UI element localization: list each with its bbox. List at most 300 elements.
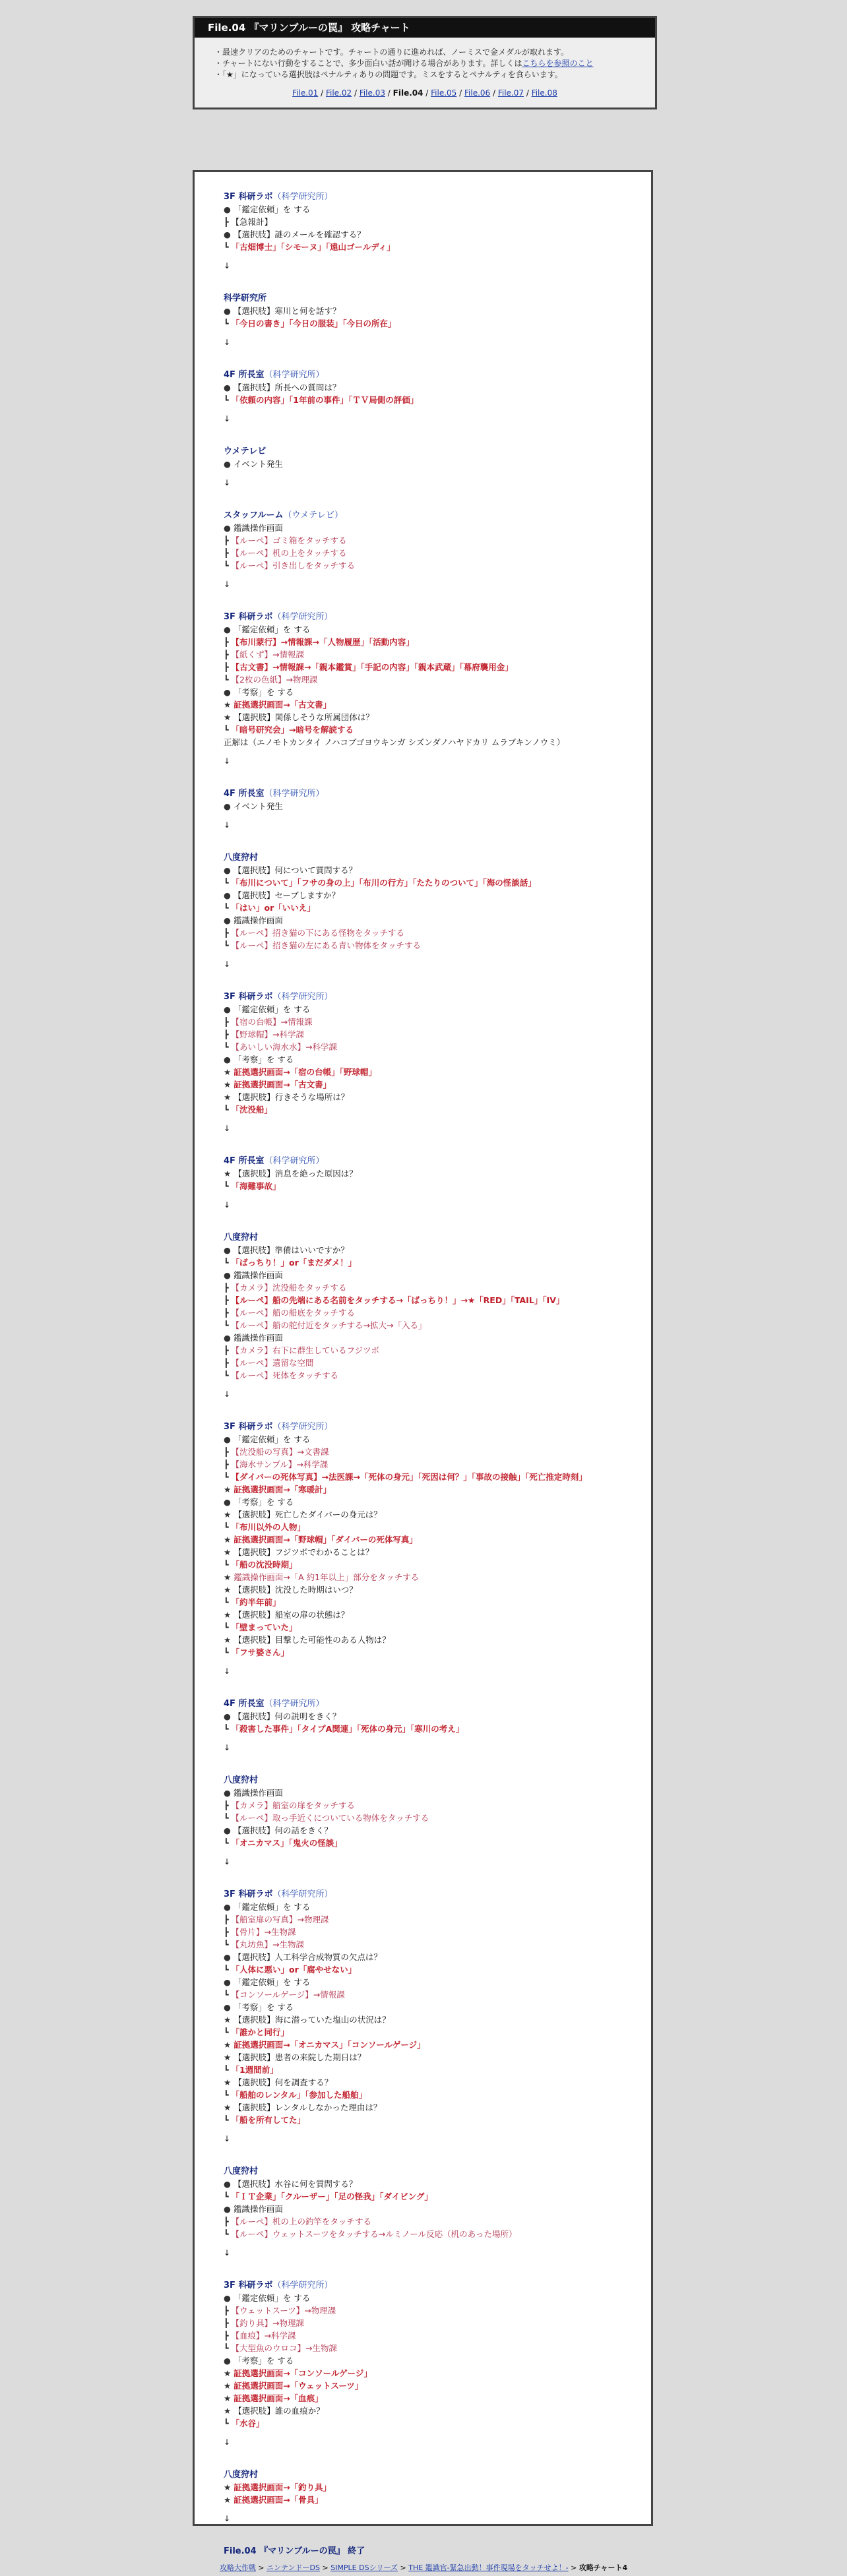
step-marker: ┣ (224, 1915, 232, 1924)
step-marker: ┣ (224, 1800, 232, 1810)
chart-section (224, 191, 625, 253)
step-marker: ┣ (224, 2318, 232, 2328)
step-text: 正解は（エノモトカンタイ ノハコブゴヨウキンガ シズンダノハヤドカリ ムラブキンノウミ） (224, 737, 565, 747)
step-marker: ┗ (224, 1965, 232, 1975)
chart-step (224, 2405, 625, 2417)
breadcrumb-link-home[interactable]: 攻略大作戦 (219, 2563, 256, 2572)
step-text: 【選択肢】レンタルしなかった理由は？ (234, 2102, 382, 2112)
location-heading (224, 2279, 625, 2292)
chart-step (224, 2190, 625, 2203)
chart-step (224, 2304, 625, 2317)
chart-step (224, 1533, 625, 1546)
step-marker: ● (224, 1333, 234, 1343)
step-marker: ● (224, 1825, 234, 1835)
location-sub: （科学研究所） (264, 1699, 325, 1709)
breadcrumb-link-game[interactable]: THE 鑑識官-緊急出動！事件現場をタッチせよ！- (408, 2563, 569, 2572)
chart-step (224, 1787, 625, 1799)
chart-step (224, 1824, 625, 1837)
chart-step (224, 1016, 625, 1028)
step-text: 証拠選択画面→「ウェットスーツ」 (234, 2381, 363, 2391)
step-marker: ● (224, 459, 234, 469)
step-text: 「今日の書き」「今日の服装」「今日の所在」 (231, 319, 396, 328)
location-heading (224, 851, 625, 864)
step-marker: ┗ (224, 2090, 232, 2100)
chart-step (224, 648, 625, 661)
chart-section (224, 1231, 625, 1382)
step-marker: ┗ (224, 1647, 232, 1657)
down-arrow-icon: ↓ (224, 478, 231, 487)
step-marker: ★ (224, 712, 234, 722)
step-marker: ┗ (224, 2343, 232, 2353)
step-text: 「人体に悪い」or「腐やせない」 (231, 1965, 357, 1975)
chart-content-box (193, 170, 653, 2556)
file-link-08[interactable]: File.08 (531, 88, 557, 98)
step-text: 【選択肢】目撃した可能性のある人物は？ (234, 1635, 391, 1645)
step-text: 鑑識操作画面 (233, 2204, 283, 2214)
chart-step (224, 2064, 625, 2076)
step-text: 「ＩＴ企業」「クルーザー」「足の怪我」「ダイビング」 (231, 2192, 433, 2201)
step-text: 「壁まっていた」 (231, 1622, 298, 1632)
step-text: 【古文書】→情報課→「親本鑑賞」「手記の内容」「親本武蔵」「幕府襲用金」 (231, 662, 513, 672)
step-marker: ┗ (224, 1560, 232, 1570)
details-link[interactable]: こちらを参照のこと (522, 59, 594, 68)
step-text: 【丸坊魚】→生物課 (231, 1940, 304, 1949)
chart-section (224, 611, 625, 749)
step-text: 「暗号研究会」→暗号を解読する (231, 725, 354, 735)
chart-step (224, 1571, 625, 1583)
chart-step (224, 2228, 625, 2240)
chart-step (224, 1837, 625, 1849)
location-name: 八度狩村 (224, 1233, 259, 1242)
chart-step (224, 1369, 625, 1382)
location-name: 3F 科研ラボ (224, 2281, 273, 2290)
step-text: 「鑑定依頼」を する (233, 204, 311, 214)
step-text: 「鑑定依頼」を する (233, 2293, 311, 2303)
location-name: 4F 所長室 (224, 370, 265, 380)
step-marker: ★ (224, 2381, 234, 2391)
step-text: 【選択肢】何を調査する？ (234, 2077, 333, 2087)
step-text: 証拠選択画面→「古文書」 (234, 1080, 332, 1089)
location-name: 4F 所長室 (224, 789, 265, 799)
location-heading (224, 292, 625, 305)
step-marker: ┗ (224, 1940, 232, 1949)
step-marker: ┗ (224, 1258, 232, 1268)
step-text: 【カメラ】沈没船をタッチする (231, 1283, 347, 1293)
down-arrow-icon: ↓ (224, 1200, 231, 1210)
location-sub: （科学研究所） (272, 192, 333, 202)
note-item: ・ チャートにない行動をすることで、多少面白い話が聞ける場合があります。詳しくはこちらを参照のこと (214, 58, 635, 69)
chart-step (224, 1244, 625, 1256)
step-text: 【ルーペ】船の船底をタッチする (231, 1308, 356, 1318)
step-marker: ● (224, 1711, 234, 1721)
step-text: 鑑識操作画面 (233, 1788, 283, 1798)
step-marker: ★ (224, 1510, 234, 1519)
step-marker: ★ (224, 2393, 234, 2403)
step-marker: ● (224, 1004, 234, 1014)
step-marker: ┗ (224, 2192, 232, 2201)
location-heading (224, 1698, 625, 1710)
step-marker: ┗ (224, 395, 232, 405)
step-marker: ┗ (224, 878, 232, 888)
down-arrow-icon: ↓ (224, 1390, 231, 1399)
location-sub: （科学研究所） (264, 370, 325, 380)
step-text: 【カメラ】右下に群生しているフジツボ (231, 1345, 380, 1355)
step-text: 「鑑定依頼」を する (233, 1977, 311, 1987)
down-arrow-icon: ↓ (224, 580, 231, 589)
step-text: 【野球帽】→科学課 (231, 1029, 304, 1039)
chart-step (224, 1269, 625, 1281)
step-marker: ┣ (224, 1459, 232, 1469)
chart-step (224, 2494, 625, 2506)
step-text: 【選択肢】何の話をきく？ (233, 1825, 332, 1835)
step-marker: ┗ (224, 1724, 232, 1734)
step-text: 【2枚の色紙】→物理課 (231, 675, 318, 685)
step-text: 【選択肢】何について質問する？ (233, 865, 358, 875)
chart-step (224, 1028, 625, 1041)
location-name: 八度狩村 (224, 1775, 259, 1785)
step-marker: ● (224, 1270, 234, 1280)
location-name: 4F 所長室 (224, 1699, 265, 1709)
step-marker: ┣ (224, 1927, 232, 1937)
chart-step (224, 1546, 625, 1558)
step-marker: ┣ (224, 662, 232, 672)
location-heading (224, 611, 625, 623)
step-text: 【ルーペ】取っ手近くについている物体をタッチする (231, 1813, 429, 1823)
chart-step (224, 2317, 625, 2329)
step-text: 【ルーペ】招き猫の下にある怪物をタッチする (231, 928, 405, 938)
chart-step (224, 2089, 625, 2101)
step-marker: ┗ (224, 242, 232, 252)
step-text: 「水谷」 (231, 2418, 265, 2428)
step-marker: ┣ (224, 1283, 232, 1293)
step-text: 【選択肢】謎のメールを確認する？ (233, 230, 365, 239)
step-text: 【選択肢】死亡したダイバーの身元は？ (234, 1510, 382, 1519)
step-marker: ★ (224, 700, 234, 710)
step-text: 【宿の台帳】→情報課 (231, 1017, 313, 1027)
down-arrow-icon: ↓ (224, 756, 231, 766)
step-marker: ┣ (224, 1029, 232, 1039)
chart-step (224, 1078, 625, 1091)
chart-step (224, 394, 625, 406)
step-text: 「鑑定依頼」を する (233, 1902, 311, 1912)
chart-step (224, 203, 625, 216)
step-marker: ┗ (224, 2027, 232, 2037)
step-text: 「考察」を する (233, 687, 294, 697)
location-sub: （科学研究所） (272, 2281, 333, 2290)
chart-section (224, 1888, 625, 2126)
step-text: 証拠選択画面→「血痕」 (234, 2393, 323, 2403)
chart-step (224, 2114, 625, 2126)
chart-step (224, 216, 625, 228)
chart-step (224, 1951, 625, 1963)
chart-step (224, 2026, 625, 2039)
step-marker: ★ (224, 2040, 234, 2050)
down-arrow-icon: ↓ (224, 338, 231, 347)
chart-step (224, 1963, 625, 1976)
chart-step (224, 686, 625, 698)
step-text: 【選択肢】水谷に何を質問する？ (233, 2179, 358, 2189)
step-marker: ★ (224, 2015, 234, 2025)
step-marker: ┗ (224, 1838, 232, 1848)
step-text: 【選択肢】フジツボでわかることは？ (234, 1547, 374, 1557)
step-text: 「はい」or「いいえ」 (231, 903, 315, 913)
note-item: ・ 最速クリアのためのチャートです。チャートの通りに進めれば、ノーミスで金メダルが取れます。 (214, 47, 635, 58)
chart-step (224, 1558, 625, 1571)
step-marker: ┣ (224, 2217, 232, 2226)
step-text: 「依頼の内容」「1年前の事件」「ＴＶ局側の評価」 (231, 395, 419, 405)
chart-step (224, 1609, 625, 1621)
step-marker: ┣ (224, 536, 232, 545)
chart-step (224, 241, 625, 253)
step-marker: ┗ (224, 940, 232, 950)
location-heading (224, 787, 625, 800)
location-heading (224, 1774, 625, 1787)
step-text: 【コンソールゲージ】→情報課 (231, 1990, 345, 2000)
step-text: 「古畑博士」「シモーヌ」「遠山ゴールディ」 (231, 242, 395, 252)
step-marker: ★ (224, 2052, 234, 2062)
chart-section (224, 991, 625, 1116)
step-text: 【選択肢】何の説明をきく？ (233, 1711, 341, 1721)
chart-step (224, 800, 625, 813)
step-text: 「考察」を する (233, 2356, 294, 2366)
step-marker: ★ (224, 1485, 234, 1494)
chart-step (224, 1091, 625, 1103)
step-marker: ● (224, 2002, 234, 2012)
step-text: 「船を所有してた」 (231, 2115, 306, 2125)
step-text: 【選択肢】セーブしますか？ (233, 890, 340, 900)
breadcrumb-current: 攻略チャート4 (579, 2563, 628, 2572)
step-text: 「鑑定依頼」を する (233, 1004, 311, 1014)
step-marker: ● (224, 1245, 234, 1255)
location-heading (224, 191, 625, 203)
file-link-07[interactable]: File.07 (497, 88, 524, 98)
chart-step (224, 711, 625, 723)
step-text: イベント発生 (233, 801, 283, 811)
location-name: 八度狩村 (224, 2166, 259, 2176)
chart-section (224, 369, 625, 406)
chart-step (224, 864, 625, 876)
notes-list (214, 47, 635, 80)
down-arrow-icon: ↓ (224, 2514, 231, 2523)
file-link-01[interactable]: File.01 (292, 88, 319, 98)
step-marker: ★ (224, 1535, 234, 1545)
step-text: 「オニカマス」「鬼火の怪談」 (231, 1838, 342, 1848)
chart-step (224, 2481, 625, 2494)
down-arrow-icon: ↓ (224, 2248, 231, 2257)
step-marker: ┣ (224, 650, 232, 659)
step-text: 【選択肢】寒川と何を話す？ (233, 306, 341, 316)
location-heading (224, 2469, 625, 2481)
step-marker: ┗ (224, 2065, 232, 2075)
step-text: 「鑑定依頼」を する (233, 1434, 311, 1444)
page-title: File.04 『マリンブルーの罠』 攻略チャート (195, 18, 655, 38)
step-text: 【紙くず】→情報課 (231, 650, 304, 659)
chart-step (224, 1471, 625, 1483)
breadcrumb-separator: > (398, 2563, 409, 2572)
step-text: 証拠選択画面→「オニカマス」「コンソールゲージ」 (234, 2040, 425, 2050)
chart-step (224, 1344, 625, 1357)
step-marker: ★ (224, 1610, 234, 1620)
chart-step (224, 228, 625, 241)
file-link-05[interactable]: File.05 (431, 88, 457, 98)
step-marker: ┗ (224, 2418, 232, 2428)
step-marker: ┣ (224, 1447, 232, 1457)
chart-step (224, 673, 625, 686)
step-marker: ● (224, 523, 234, 533)
chart-step (224, 1976, 625, 1988)
chart-step (224, 2001, 625, 2013)
step-text: 「考察」を する (233, 1055, 294, 1064)
down-arrow-icon: ↓ (224, 1124, 231, 1133)
step-text: 【選択肢】関係しそうな所属団体は？ (234, 712, 374, 722)
step-text: 【ルーペ】引き出しをタッチする (231, 561, 356, 570)
chart-section (224, 292, 625, 330)
step-text: 【骨片】→生物課 (231, 1927, 296, 1937)
step-marker: ┣ (224, 2331, 232, 2341)
step-text: 証拠選択画面→「寒暖計」 (234, 1485, 332, 1494)
step-text: 証拠選択画面→「釣り具」 (234, 2482, 332, 2492)
chart-header-box (193, 16, 657, 109)
chart-step (224, 2329, 625, 2342)
step-marker: ┗ (224, 2115, 232, 2125)
location-name: 3F 科研ラボ (224, 192, 273, 202)
step-marker: ★ (224, 2368, 234, 2378)
step-marker: ┗ (224, 1622, 232, 1632)
chart-step (224, 1901, 625, 1913)
chart-section (224, 2279, 625, 2430)
step-marker: ┗ (224, 1522, 232, 1532)
step-text: 【ルーペ】ゴミ箱をタッチする (231, 536, 347, 545)
step-text: 証拠選択画面→「宿の台帳」「野球帽」 (234, 1067, 377, 1077)
chart-step (224, 1167, 625, 1180)
chart-step (224, 1710, 625, 1723)
chart-step (224, 1458, 625, 1471)
location-heading (224, 1888, 625, 1901)
walkthrough-chart (195, 172, 651, 2558)
step-text: 「船舶のレンタル」「参加した船舶」 (231, 2090, 367, 2100)
step-marker: ★ (224, 1169, 234, 1179)
chart-section (224, 509, 625, 572)
chart-step (224, 547, 625, 559)
file-link-06[interactable]: File.06 (464, 88, 491, 98)
down-arrow-icon: ↓ (224, 414, 231, 423)
chart-step (224, 1723, 625, 1735)
location-sub: （ウメテレビ） (283, 510, 343, 520)
step-marker: ● (224, 230, 234, 239)
chart-step (224, 458, 625, 470)
step-marker: ★ (224, 1092, 234, 1102)
chart-section (224, 2165, 625, 2240)
down-arrow-icon: ↓ (224, 820, 231, 830)
location-sub: （科学研究所） (272, 1889, 333, 1899)
chart-step (224, 927, 625, 939)
location-heading (224, 1155, 625, 1167)
step-text: 「フサ婆さん」 (231, 1647, 290, 1657)
step-marker: ● (224, 1952, 234, 1962)
chart-step (224, 1256, 625, 1269)
chart-step (224, 1319, 625, 1332)
step-text: 鑑識操作画面→「A 約1年以上」部分をタッチする (234, 1572, 420, 1582)
step-marker: ● (224, 1497, 234, 1507)
step-text: 【選択肢】患者の来院した期日は？ (234, 2052, 366, 2062)
chart-step (224, 1103, 625, 1116)
step-marker: ┗ (224, 725, 232, 735)
step-marker: ● (224, 915, 234, 925)
step-marker: ● (224, 2293, 234, 2303)
step-text: 鑑識操作画面 (233, 1333, 283, 1343)
step-text: 「殺害した事件」「タイプA関連」「死体の身元」「寒川の考え」 (231, 1724, 464, 1734)
chart-step (224, 2076, 625, 2089)
step-marker: ● (224, 1902, 234, 1912)
step-marker: ┗ (224, 1813, 232, 1823)
chart-section (224, 2469, 625, 2506)
step-marker: ┣ (224, 637, 232, 647)
step-text: 【ルーペ】遺留な空間 (231, 1358, 314, 1368)
step-text: 「鑑定依頼」を する (233, 625, 311, 634)
location-name: 3F 科研ラボ (224, 1422, 273, 1432)
location-name: 3F 科研ラボ (224, 992, 273, 1002)
step-text: 鑑識操作画面 (233, 523, 283, 533)
down-arrow-icon: ↓ (224, 960, 231, 969)
chart-step (224, 914, 625, 927)
location-heading (224, 2165, 625, 2178)
step-text: 証拠選択画面→「野球帽」「ダイバーの死体写真」 (234, 1535, 418, 1545)
step-text: 【ルーペ】死体をタッチする (231, 1370, 339, 1380)
location-sub: （科学研究所） (272, 992, 333, 1002)
step-text: 「ばっちり！」or「まだダメ！」 (231, 1258, 357, 1268)
chart-step (224, 1596, 625, 1609)
step-marker: ┗ (224, 1370, 232, 1380)
location-sub: （科学研究所） (272, 612, 333, 622)
breadcrumb-separator: > (568, 2563, 579, 2572)
file-link-02[interactable]: File.02 (325, 88, 352, 98)
chart-step (224, 2101, 625, 2114)
step-text: 【大型魚のウロコ】→生物課 (231, 2343, 337, 2353)
step-marker: ★ (224, 2102, 234, 2112)
step-marker: ┣ (224, 1358, 232, 1368)
file-link-03[interactable]: File.03 (359, 88, 385, 98)
step-marker: ● (224, 2179, 234, 2189)
breadcrumb-link-simple-ds[interactable]: SIMPLE DSシリーズ (330, 2563, 398, 2572)
step-text: 「海難事故」 (231, 1181, 281, 1191)
step-marker: ┣ (224, 217, 232, 227)
step-marker: ┗ (224, 675, 232, 685)
step-text: 【急報計】 (231, 217, 273, 227)
step-text: 【選択肢】所長への質問は？ (233, 383, 341, 392)
step-marker: ┗ (224, 2229, 232, 2239)
chart-step (224, 2292, 625, 2304)
step-marker: ┗ (224, 1181, 232, 1191)
step-text: 【血痕】→科学課 (231, 2331, 296, 2341)
step-text: 鑑識操作画面 (233, 1270, 283, 1280)
chart-step (224, 1041, 625, 1053)
breadcrumb-link-ds[interactable]: ニンテンドーDS (267, 2563, 320, 2572)
chart-step (224, 636, 625, 648)
chart-step (224, 559, 625, 572)
file-nav: File.01 / File.02 / File.03 / File.04 / File.05 / File.06 / File.07 / File.08 (292, 88, 557, 98)
breadcrumb-separator: > (255, 2563, 267, 2572)
chart-step (224, 522, 625, 534)
chart-step (224, 1003, 625, 1016)
step-text: 「布川について」「フサの身の上」「布川の行方」「たたりのついて」「海の怪談話」 (231, 878, 536, 888)
chart-step (224, 1508, 625, 1521)
down-arrow-icon: ↓ (224, 261, 231, 270)
chart-step (224, 1483, 625, 1496)
step-marker: ● (224, 306, 234, 316)
chart-step (224, 1799, 625, 1812)
chart-step (224, 1066, 625, 1078)
step-marker: ┗ (224, 1042, 232, 1052)
